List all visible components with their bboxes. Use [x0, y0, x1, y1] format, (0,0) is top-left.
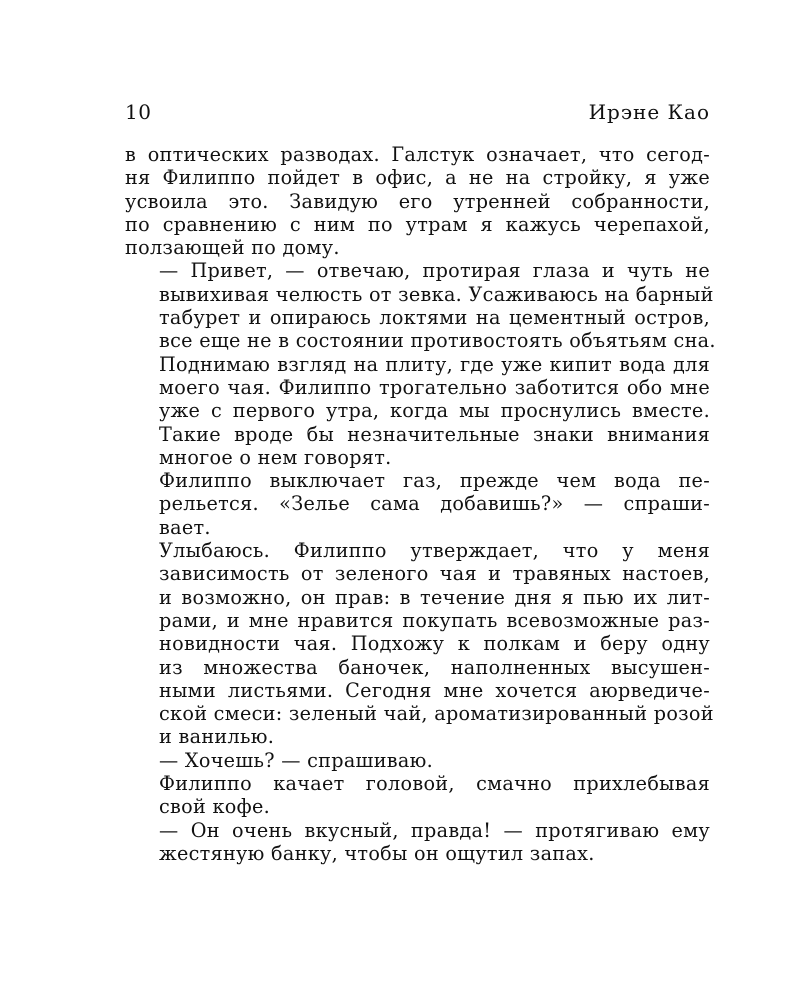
- paragraph: [125, 749, 710, 772]
- text-line: рами, и мне нравится покупать всевозможные раз-: [159, 608, 710, 632]
- text-line: Филиппо качает головой, смачно прихлебывая: [159, 772, 710, 796]
- paragraph: [125, 259, 716, 469]
- text-line: Поднимаю взгляд на плиту, где уже кипит вода для: [159, 352, 710, 376]
- text-line: из множества баночек, наполненных высушен-: [159, 655, 710, 679]
- text-line: — Привет, — отвечаю, протирая глаза и чуть не: [159, 259, 710, 283]
- body-text: [125, 143, 716, 865]
- text-line: зависимость от зеленого чая и травяных настоев,: [159, 562, 710, 586]
- text-line: новидности чая. Подхожу к полкам и беру одну: [159, 632, 710, 656]
- page-number: 10: [125, 100, 152, 124]
- text-line: ской смеси: зеленый чай, ароматизированный розой: [159, 702, 714, 726]
- text-line: — Хочешь? — спрашиваю.: [159, 748, 434, 772]
- paragraph: [125, 772, 710, 819]
- running-head: [125, 100, 710, 128]
- text-line: многое о нем говорят.: [159, 445, 392, 469]
- paragraph: [125, 819, 710, 866]
- paragraph: [125, 539, 714, 749]
- text-line: и возможно, он прав: в течение дня я пью их лит-: [159, 585, 710, 609]
- text-line: жестяную банку, чтобы он ощутил запах.: [159, 841, 595, 865]
- text-line: вывихивая челюсть от зевка. Усаживаюсь на барный: [159, 282, 714, 306]
- text-line: усвоила это. Завидую его утренней собранности,: [125, 189, 710, 213]
- text-line: табурет и опираюсь локтями на цементный остров,: [159, 306, 710, 330]
- text-line: Филиппо выключает газ, прежде чем вода пе-: [159, 469, 710, 493]
- text-line: моего чая. Филиппо трогательно заботится обо мне: [159, 375, 710, 399]
- text-line: свой кофе.: [159, 795, 271, 819]
- text-line: по сравнению с ним по утрам я кажусь черепахой,: [125, 212, 710, 236]
- text-line: вает.: [159, 515, 211, 539]
- text-line: Улыбаюсь. Филиппо утверждает, что у меня: [159, 539, 710, 563]
- text-line: все еще не в состоянии противостоять объятьям сна.: [159, 329, 716, 353]
- running-title-author: Ирэне Као: [588, 100, 710, 124]
- text-line: уже с первого утра, когда мы проснулись вместе.: [159, 399, 710, 423]
- paragraph: [125, 143, 710, 259]
- text-line: ползающей по дому.: [125, 236, 340, 260]
- text-line: ня Филиппо пойдет в офис, а не на стройку, я уже: [125, 166, 710, 190]
- text-line: — Он очень вкусный, правда! — протягиваю ему: [159, 818, 710, 842]
- text-line: рельется. «Зелье сама добавишь?» — спраши-: [159, 492, 710, 516]
- text-line: Такие вроде бы незначительные знаки внимания: [159, 422, 710, 446]
- paragraph: [125, 469, 710, 539]
- text-line: ными листьями. Сегодня мне хочется аюрведиче-: [159, 678, 710, 702]
- text-line: и ванилью.: [159, 725, 275, 749]
- text-line: в оптических разводах. Галстук означает, что сегод-: [125, 143, 710, 166]
